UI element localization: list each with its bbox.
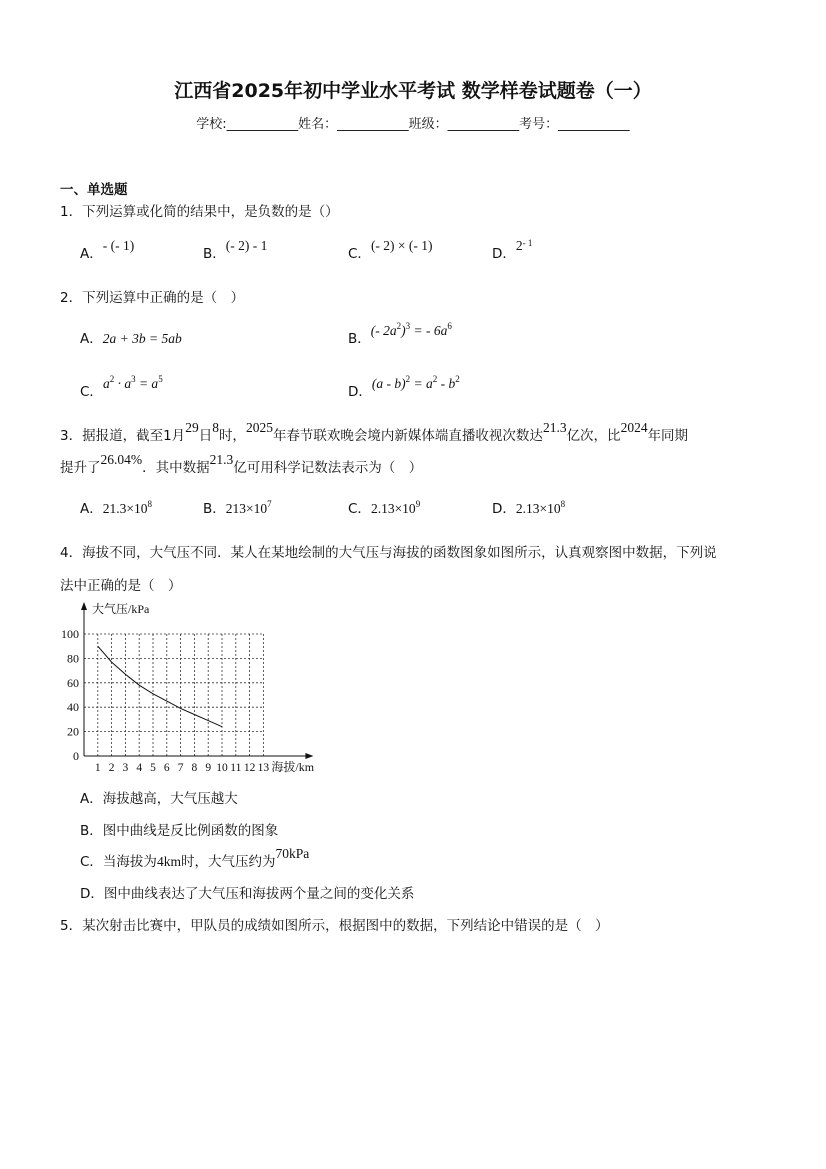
q1-stem: 1．下列运算或化简的结果中，是负数的是（）: [60, 204, 339, 220]
q1-b-expr: (- 2) - 1: [225, 238, 268, 253]
x-tick-label: 2: [108, 762, 115, 774]
q3-text-8: ．其中数据: [142, 460, 210, 476]
y-axis-label: 大气压/kPa: [92, 602, 150, 616]
q2-a-expr: 2a + 3b = 5ab: [102, 331, 182, 346]
x-tick-label: 8: [191, 762, 198, 774]
x-tick-label: 12: [243, 762, 256, 774]
q2-option-c[interactable]: [80, 374, 163, 400]
q3-option-d[interactable]: [492, 497, 565, 517]
q2-stem: 2．下列运算中正确的是（ ）: [60, 290, 245, 306]
q2-c-expr-3: = a: [135, 376, 159, 391]
q2-d-exp3: 2: [455, 374, 460, 384]
q3-text-7: 提升了: [60, 460, 101, 476]
q2-d-expr-l: (a - b): [371, 376, 406, 391]
q3-num-3: 2025: [245, 420, 273, 435]
q3-text-3: 时，: [218, 428, 246, 444]
x-tick-label: 11: [230, 762, 242, 774]
q2-c-exp3: 5: [158, 374, 163, 384]
q1-d-label: D．: [492, 246, 516, 262]
q3-a-label: A．: [80, 501, 103, 517]
q2-c-label: C．: [80, 384, 103, 400]
chart-layer: [61, 601, 315, 774]
q3-c-base: 2.13×10: [370, 501, 416, 516]
q2-d-exp2: 2: [432, 374, 438, 384]
q2-b-expr-m: ): [401, 323, 406, 338]
q3-d-exp: 8: [560, 499, 566, 509]
x-tick-label: 6: [163, 762, 170, 774]
q1-option-c[interactable]: [348, 238, 433, 262]
q2-b-exp3: 6: [447, 321, 452, 331]
q1-option-b[interactable]: [203, 238, 268, 262]
q5-stem: 5．某次射击比赛中，甲队员的成绩如图所示，根据图中的数据，下列结论中错误的是（ ）: [60, 918, 609, 934]
page-title: 江西省2025年初中学业水平考试 数学样卷试题卷（一）: [174, 80, 652, 102]
q2-c-expr-1: a: [102, 376, 110, 391]
x-tick-label: 4: [136, 762, 143, 774]
q2-option-b[interactable]: [348, 321, 452, 347]
q4-line2: 法中正确的是（ ）: [60, 578, 182, 594]
x-tick-label: 9: [205, 762, 212, 774]
q3-b-exp: 7: [267, 499, 272, 509]
q3-num-6: 26.04%: [100, 452, 143, 467]
q4-option-c[interactable]: [80, 846, 310, 870]
y-tick-label: 20: [67, 724, 79, 739]
q4-c-text-1: C．当海拔为: [80, 854, 157, 870]
q3-num-2: 8: [212, 420, 219, 435]
q1-d-base: 2: [515, 238, 523, 253]
x-tick-label: 10: [216, 762, 228, 774]
q3-d-base: 2.13×10: [515, 501, 561, 516]
q4-c-num-2: 70kPa: [275, 846, 310, 861]
q3-num-5: 2024: [620, 420, 648, 435]
q3-b-label: B．: [203, 501, 226, 517]
x-tick-label: 3: [122, 762, 129, 774]
q3-c-label: C．: [348, 501, 371, 517]
q3-text-6: 年同期: [647, 428, 689, 444]
q1-b-label: B．: [203, 246, 226, 262]
q1-c-label: C．: [348, 246, 371, 262]
q2-option-a[interactable]: [80, 327, 182, 347]
q2-c-exp1: 2: [109, 374, 115, 384]
q3-num-4: 21.3: [542, 420, 567, 435]
section-title: 一、单选题: [60, 182, 128, 198]
q3-a-exp: 8: [147, 499, 152, 509]
q2-d-expr-m: = a: [410, 376, 433, 391]
q4-option-d[interactable]: D．图中曲线表达了大气压和海拔两个量之间的变化关系: [80, 886, 415, 902]
q3-c-exp: 9: [415, 499, 421, 509]
q3-option-c[interactable]: [348, 497, 420, 517]
q4-option-b[interactable]: B．图中曲线是反比例函数的图象: [80, 823, 279, 839]
q3-num-7: 21.3: [209, 452, 234, 467]
q3-text-2: 日: [198, 428, 213, 444]
x-axis-arrow: [305, 753, 313, 759]
y-tick-label: 40: [67, 700, 79, 715]
q2-option-d[interactable]: [348, 374, 460, 400]
q2-b-expr-r: = - 6a: [410, 323, 448, 338]
q4-c-num-1: 4km: [156, 854, 181, 869]
q3-d-label: D．: [492, 501, 516, 517]
q2-b-exp2: 3: [405, 321, 411, 331]
x-tick-label: 13: [257, 762, 270, 774]
y-tick-label: 100: [61, 627, 79, 641]
q1-option-d[interactable]: [492, 238, 533, 262]
student-info-line: 学校:___________姓名：___________班级：___________考号：___________: [196, 117, 630, 132]
q1-a-expr: - (- 1): [102, 238, 135, 253]
q4-option-a[interactable]: A．海拔越高，大气压越大: [80, 791, 238, 807]
q3-line2: [60, 452, 423, 476]
q1-d-exp: - 1: [522, 238, 533, 248]
q2-c-expr-2: · a: [114, 376, 132, 391]
q1-option-a[interactable]: [80, 238, 135, 262]
q3-b-base: 213×10: [225, 501, 268, 516]
q3-text-9: 亿可用科学记数法表示为（ ）: [233, 460, 423, 476]
q1-c-expr: (- 2) × (- 1): [370, 238, 433, 253]
y-tick-label: 80: [67, 651, 79, 666]
q3-option-b[interactable]: [203, 497, 272, 517]
q3-option-a[interactable]: [80, 497, 152, 517]
q2-d-label: D．: [348, 384, 372, 400]
y-tick-label: 0: [73, 749, 79, 763]
x-tick-label: 1: [94, 762, 101, 774]
q3-a-base: 21.3×10: [102, 501, 148, 516]
q3-num-1: 29: [185, 420, 199, 435]
q2-b-expr-l: (- 2a: [370, 323, 397, 338]
x-tick-label: 7: [177, 762, 184, 774]
q2-b-exp1: 2: [396, 321, 402, 331]
q2-d-exp1: 2: [405, 374, 411, 384]
q1-a-label: A．: [80, 246, 103, 262]
q2-d-expr-r: - b: [437, 376, 456, 391]
q2-c-exp2: 3: [131, 374, 136, 384]
y-tick-label: 60: [67, 675, 79, 690]
q4-line1: 4．海拔不同，大气压不同．某人在某地绘制的大气压与海拔的函数图象如图所示，认真观察图中数据，下列说: [60, 545, 717, 561]
y-axis-arrow: [81, 602, 87, 610]
pressure-altitude-chart: [56, 600, 331, 776]
x-tick-label: 5: [150, 762, 156, 774]
x-axis-label: 海拔/km: [271, 760, 315, 774]
q2-a-label: A．: [80, 331, 103, 347]
q4-c-text-2: 时，大气压约为: [180, 854, 276, 870]
q2-b-label: B．: [348, 331, 371, 347]
q3-line1: [60, 420, 689, 444]
q3-text-4: 年春节联欢晚会境内新媒体端直播收视次数达: [272, 428, 543, 444]
q3-text-5: 亿次，比: [566, 428, 621, 444]
q3-text-1: 3．据报道，截至1月: [60, 428, 186, 444]
